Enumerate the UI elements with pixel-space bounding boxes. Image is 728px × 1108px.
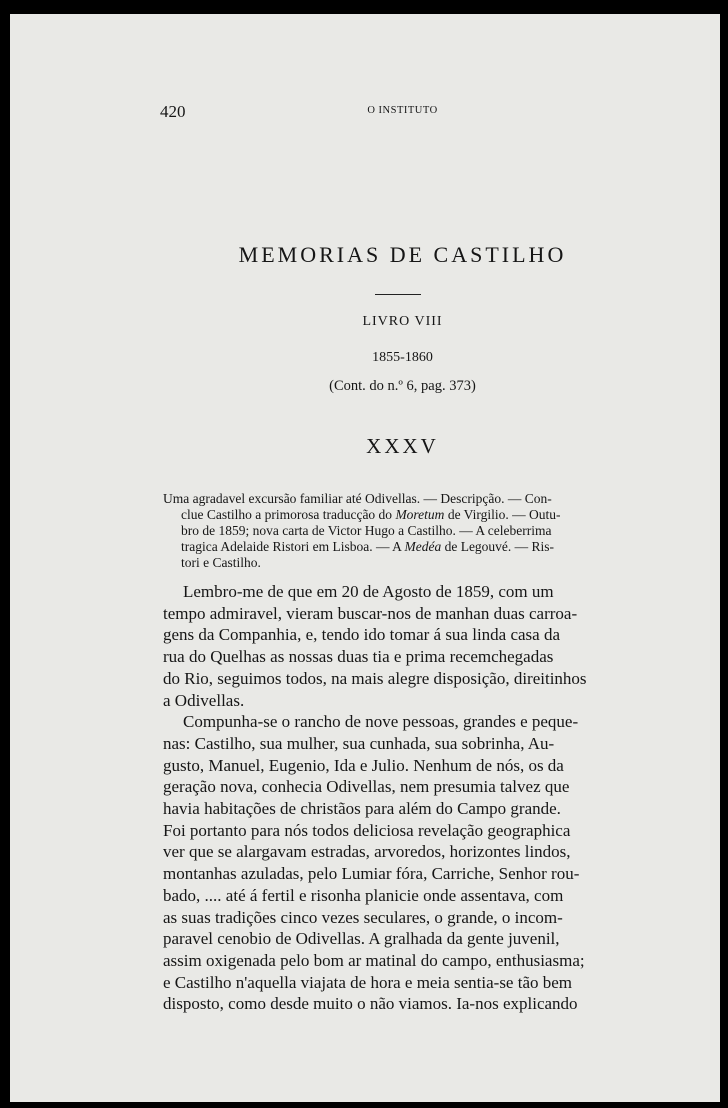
body-line: assim oxigenada pelo bom ar matinal do campo, enthusiasma; <box>163 950 585 970</box>
body-line: do Rio, seguimos todos, na mais alegre disposição, direitinhos <box>163 668 587 688</box>
title-divider <box>375 294 421 295</box>
continuation-note: (Cont. do n.º 6, pag. 373) <box>329 378 476 394</box>
body-line: nas: Castilho, sua mulher, sua cunhada, sua sobrinha, Au- <box>163 733 555 753</box>
italic-title: Moretum <box>395 507 445 522</box>
body-line: montanhas azuladas, pelo Lumiar fóra, Carriche, Senhor rou- <box>163 864 580 884</box>
summary-line: Uma agradavel excursão familiar até Odivellas. — Descripção. — Con- <box>163 491 552 506</box>
italic-title: Medéa <box>404 539 442 554</box>
body-line: ver que se alargavam estradas, arvoredos, horizontes lindos, <box>163 842 571 862</box>
body-line: gens da Companhia, e, tendo ido tomar á sua linda casa da <box>163 625 561 645</box>
summary-line: clue Castilho a primorosa traducção do Moretum de Virgilio. — Outu- <box>181 507 561 522</box>
article-title: MEMORIAS DE CASTILHO <box>238 242 567 267</box>
body-line: geração nova, conhecia Odivellas, nem presumia talvez que <box>163 777 570 797</box>
book-label: LIVRO VIII <box>362 314 443 329</box>
book-page <box>10 14 720 1102</box>
summary-line: bro de 1859; nova carta de Victor Hugo a Castilho. — A celeberrima <box>181 523 552 538</box>
body-text <box>163 581 640 1015</box>
summary-line: tori e Castilho. <box>181 555 261 570</box>
body-line: a Odivellas. <box>163 690 245 710</box>
body-line: as suas tradições cinco vezes seculares, o grande, o incom- <box>163 907 563 927</box>
page-number: 420 <box>160 102 186 121</box>
body-line: disposto, como desde muito o não viamos. Ia-nos explicando <box>163 994 578 1014</box>
journal-title: O INSTITUTO <box>367 105 438 116</box>
chapter-number: XXXV <box>366 434 439 458</box>
body-line: rua do Quelhas as nossas duas tia e prima recemchegadas <box>163 647 554 667</box>
body-line: Compunha-se o rancho de nove pessoas, grandes e peque- <box>183 712 579 732</box>
running-header <box>160 102 645 122</box>
body-line: Lembro-me de que em 20 de Agosto de 1859, com um <box>183 582 554 601</box>
summary-line: tragica Adelaide Ristori em Lisboa. — A Medéa de Legouvé. — Ris- <box>181 539 555 554</box>
body-line: tempo admiravel, vieram buscar-nos de manhan duas carroa- <box>163 603 578 623</box>
year-range: 1855-1860 <box>372 350 433 365</box>
body-line: havia habitações de christãos para além do Campo grande. <box>163 799 561 819</box>
body-line: Foi portanto para nós todos deliciosa revelação geographica <box>163 820 571 840</box>
body-line: gusto, Manuel, Eugenio, Ida e Julio. Nenhum de nós, os da <box>163 755 564 775</box>
body-line: e Castilho n'aquella viajata de hora e meia sentia-se tão bem <box>163 972 573 992</box>
chapter-summary <box>163 491 640 571</box>
body-line: bado, .... até á fertil e risonha planicie onde assentava, com <box>163 885 564 905</box>
body-line: paravel cenobio de Odivellas. A gralhada da gente juvenil, <box>163 929 560 949</box>
